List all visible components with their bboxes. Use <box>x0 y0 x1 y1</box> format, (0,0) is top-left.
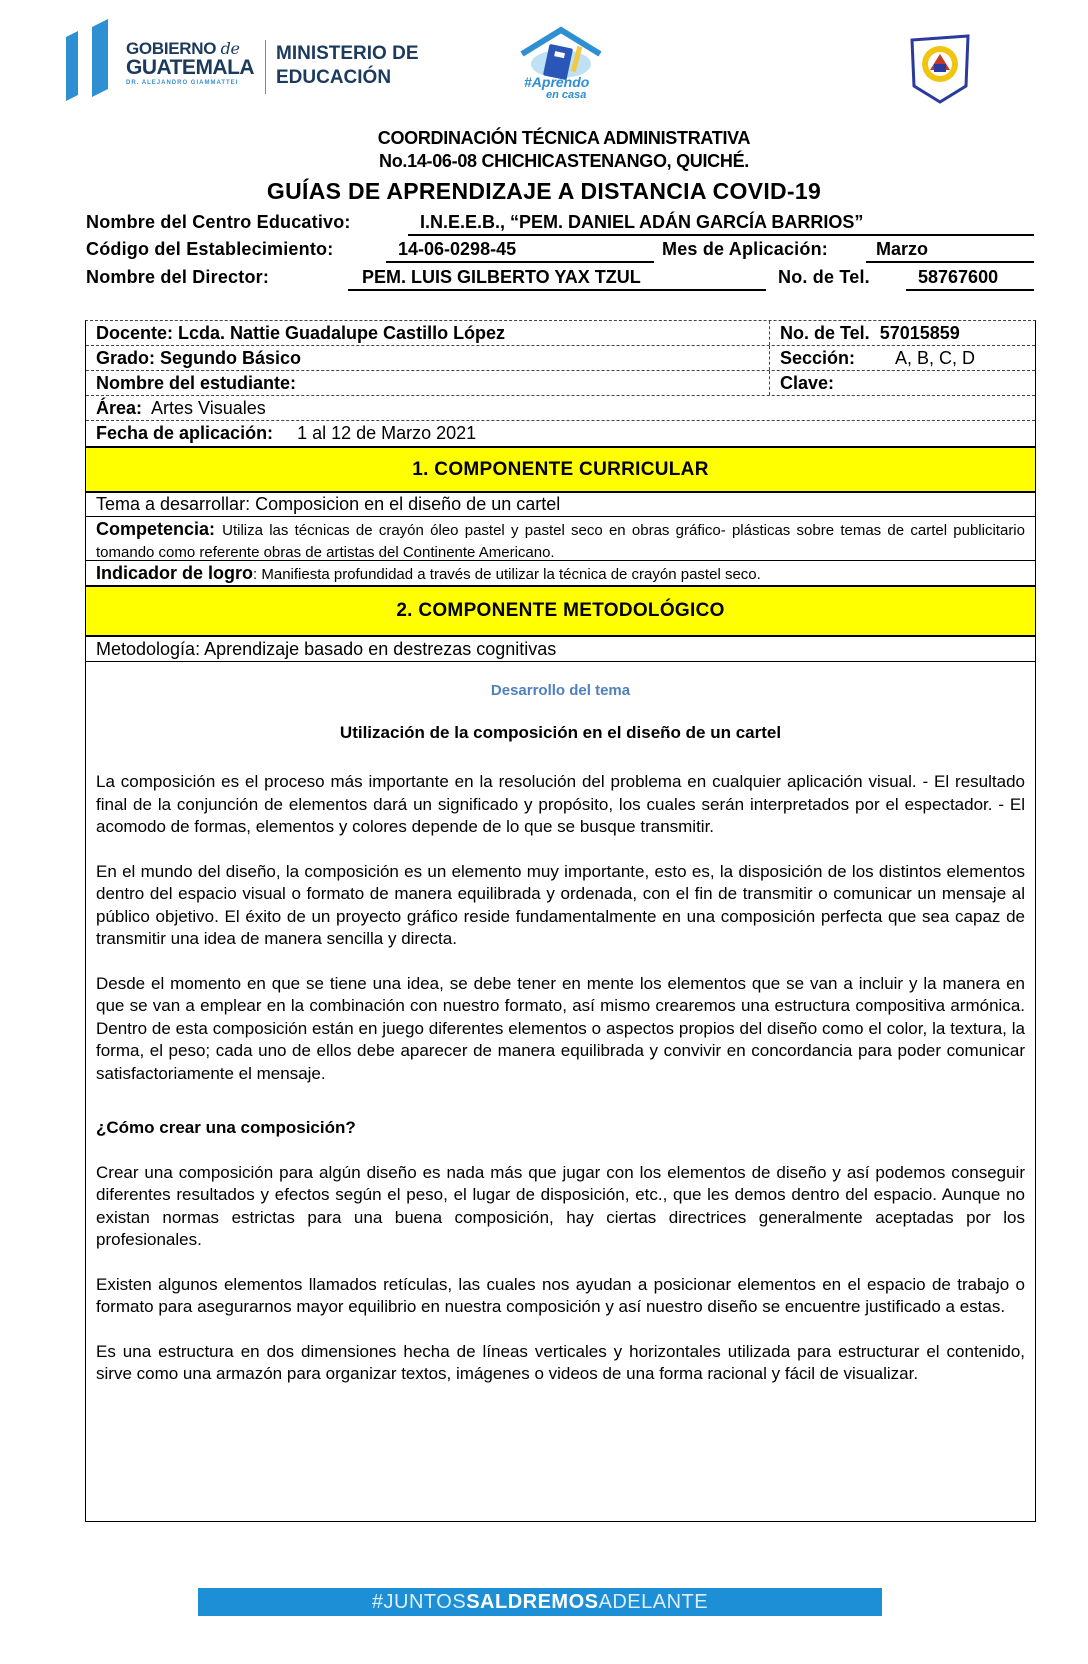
fecha-label: Fecha de aplicación: <box>96 423 274 443</box>
seccion-value: A, B, C, D <box>895 348 976 368</box>
codigo-label: Código del Establecimiento: <box>86 239 334 259</box>
svg-text:en casa: en casa <box>546 89 587 100</box>
guide-table <box>85 320 1036 1522</box>
director-value: PEM. LUIS GILBERTO YAX TZUL <box>348 267 766 291</box>
content-heading: Utilización de la composición en el diseño de un cartel <box>339 723 782 742</box>
director-tel-value: 58767600 <box>906 267 1034 291</box>
section-metodologico-header: 2. COMPONENTE METODOLÓGICO <box>86 585 1035 637</box>
mes-label: Mes de Aplicación: <box>662 239 828 259</box>
content-subtitle: Desarrollo del tema <box>490 682 631 699</box>
paragraph: En el mundo del diseño, la composición es un elemento muy importante, esto es, la disposición de los distintos elementos dentro del espacio visual o formato de manera equilibrada y ordenada, con el fin de transmitir o comunicar un mensaje al público objetivo. El éxito de un proyecto gráfico reside fundamentalmente en una composición perfecta que sea capaz de transmitir una idea de manera sencilla y directa. <box>96 861 1025 948</box>
svg-text:#Aprendo: #Aprendo <box>524 74 590 90</box>
school-crest-logo-icon <box>908 32 972 104</box>
centro-label: Nombre del Centro Educativo: <box>86 212 351 232</box>
coordination-title: COORDINACIÓN TÉCNICA ADMINISTRATIVA <box>377 128 751 148</box>
paragraph: La composición es el proceso más importante en la resolución del problema en cualquier aplicación visual. - El resultado final de la conjunción de elementos dará un significado y propósito, los cuales serán interpretados por el espectador. - El acomodo de formas, elementos y colores depende de lo que se busque transmitir. <box>96 772 1025 836</box>
footer-bold-text: SALDREMOS <box>466 1591 599 1613</box>
gobierno-logo-text: GOBIERNO de GUATEMALA DR. ALEJANDRO GIAMMATTEI <box>126 39 255 86</box>
docente-tel-value: 57015859 <box>879 323 960 343</box>
competencia-label: Competencia: <box>96 519 216 539</box>
area-row <box>86 396 1035 421</box>
content-question: ¿Cómo crear una composición? <box>96 1118 356 1137</box>
centro-value: I.N.E.E.B., “PEM. DANIEL ADÁN GARCÍA BARRIOS” <box>408 212 1034 236</box>
guide-title: GUÍAS DE APRENDIZAJE A DISTANCIA COVID-19 <box>266 178 822 204</box>
footer-hashtag-banner <box>198 1588 882 1616</box>
clave-label: Clave: <box>780 373 835 393</box>
grado-row <box>86 346 1035 371</box>
indicador-value: : Manifiesta profundidad a través de utilizar la técnica de crayón pastel seco. <box>253 566 761 583</box>
footer-hash-text: #JUNTOS <box>371 1591 467 1613</box>
estudiante-row <box>86 371 1035 396</box>
paragraph: Desde el momento en que se tiene una idea, se debe tener en mente los elementos que se van a incluir y la manera en que se van a emplear en la combinación con nuestro formato, así mismo crearemos una estructura compositiva armónica. Dentro de esta composición están en juego diferentes elementos o aspectos propios del diseño como el color, la textura, la forma, el peso; cada uno de ellos debe aparecer de manera equilibrada y convivir en concordancia para poder comunicar satisfactoriamente el mensaje. <box>96 973 1025 1083</box>
paragraph: Es una estructura en dos dimensiones hecha de líneas verticales y horizontales utilizada para estructurar el contenido, sirve como una armazón para organizar textos, imágenes o videos de una forma racional y fácil de visualizar. <box>96 1341 1025 1383</box>
grado-text: Grado: Segundo Básico <box>96 348 302 368</box>
metodologia-row: Metodología: Aprendizaje basado en destrezas cognitivas <box>86 637 1035 662</box>
competencia-value: Utiliza las técnicas de crayón óleo pastel y pastel seco en obras gráfico- plásticas sobre temas de cartel publicitario tomando como referente obras de artistas del Continente Americano. <box>96 522 1025 561</box>
mes-value: Marzo <box>866 239 1034 263</box>
gobierno-bars-logo-icon <box>66 17 116 103</box>
docente-row <box>86 321 1035 346</box>
codigo-value: 14-06-0298-45 <box>386 239 654 263</box>
competencia-row <box>86 517 1035 561</box>
docente-tel-label: No. de Tel. <box>780 323 870 343</box>
docente-text: Docente: Lcda. Nattie Guadalupe Castillo López <box>96 323 506 343</box>
district-title: No.14-06-08 CHICHICASTENANGO, QUICHÉ. <box>379 151 749 171</box>
logo-divider <box>265 40 266 94</box>
paragraph: Crear una composición para algún diseño es nada más que jugar con los elementos de diseño y así podemos conseguir diferentes resultados y efectos según el peso, el lugar de disposición, etc., que les demos dentro del espacio. Aunque no existan normas estrictas para una buena composición, hay ciertas directrices generalmente aceptadas por los profesionales. <box>96 1162 1025 1249</box>
section-curricular-header: 1. COMPONENTE CURRICULAR <box>86 446 1035 493</box>
ministerio-logo-text: MINISTERIO DE EDUCACIÓN <box>276 43 419 88</box>
estudiante-label: Nombre del estudiante: <box>96 373 297 393</box>
paragraph: Existen algunos elementos llamados retículas, las cuales nos ayudan a posicionar elementos en el espacio de trabajo o formato para asegurarnos mayor equilibrio en nuestra composición y así nuestro diseño se encuentre justificado a estas. <box>96 1274 1025 1316</box>
aprendo-en-casa-logo-icon <box>516 24 606 100</box>
tema-row: Tema a desarrollar: Composicion en el diseño de un cartel <box>86 493 1035 517</box>
content-body <box>86 682 1035 1522</box>
fecha-row <box>86 421 1035 446</box>
indicador-label: Indicador de logro <box>96 563 254 583</box>
director-tel-label: No. de Tel. <box>778 267 870 287</box>
director-label: Nombre del Director: <box>86 267 270 287</box>
area-value: Artes Visuales <box>151 398 266 418</box>
indicador-row <box>86 561 1035 585</box>
footer-end-text: ADELANTE <box>598 1591 709 1613</box>
area-label: Área: <box>96 398 143 418</box>
fecha-value: 1 al 12 de Marzo 2021 <box>297 423 477 443</box>
seccion-label: Sección: <box>780 348 856 368</box>
